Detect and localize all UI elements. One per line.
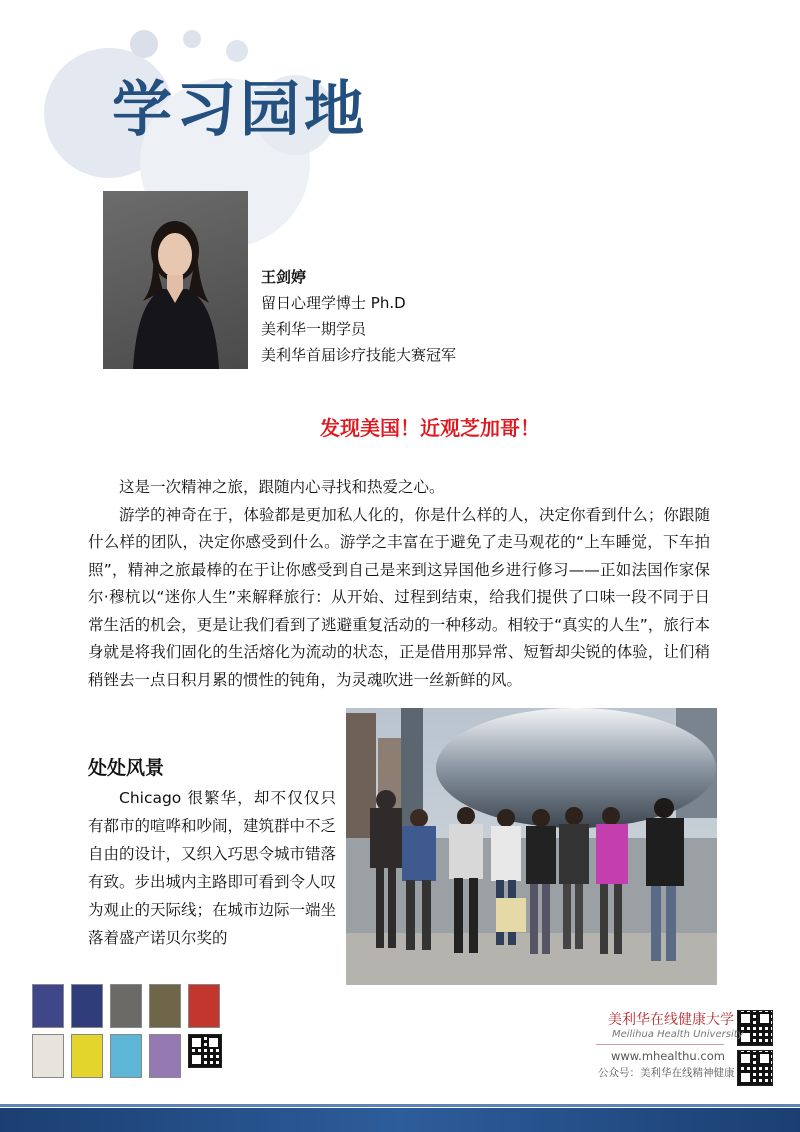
book-cover-icon xyxy=(32,984,64,1028)
group-photo xyxy=(346,708,717,985)
author-credential: 美利华一期学员 xyxy=(261,320,367,338)
book-cover-icon xyxy=(149,1034,181,1078)
author-profile xyxy=(261,264,456,368)
author-portrait xyxy=(103,191,248,369)
qr-code-icon xyxy=(737,1050,773,1086)
section-heading: 处处风景 xyxy=(88,757,165,779)
book-cover-icon xyxy=(110,984,142,1028)
person-silhouette-icon xyxy=(103,191,248,369)
paragraph: 游学的神奇在于，体验都是更加私人化的，你是什么样的人，决定你看到什么；你跟随什么样的团队，决定你感受到什么。游学之丰富在于避免了走马观花的“上车睡觉，下车拍照”，精神之旅最棒的在于让你感受到自己是来到这异国他乡进行修习——正如法国作家保尔·穆杭以“迷你人生”来解释旅行：从开始、过程到结束，给我们提供了口味一段不同于日常生活的机会，更是让我们看到了逃避重复活动的一种移动。相较于“真实的人生”，旅行本身就是将我们固化的生活熔化为流动的状态，正是借用那异常、短暂却尖锐的体验，让们稍稍锉去一点日积月累的惯性的钝角，为灵魂吹进一丝新鲜的风。 xyxy=(88,505,710,689)
book-cover-icon xyxy=(149,984,181,1028)
book-cover-icon xyxy=(188,984,220,1028)
book-cover-icon xyxy=(71,1034,103,1078)
paragraph: 这是一次精神之旅，跟随内心寻找和热爱之心。 xyxy=(119,478,445,496)
author-name: 王剑婷 xyxy=(261,268,307,286)
article-title: 发现美国！近观芝加哥！ xyxy=(320,416,540,440)
decor-bubble xyxy=(226,40,248,62)
article-body xyxy=(88,474,710,694)
public-account: 公众号：美利华在线精神健康 xyxy=(598,1067,735,1079)
website-link[interactable]: www.mhealthu.com xyxy=(611,1049,725,1063)
decor-bubble xyxy=(183,30,201,48)
chicago-bean-photo-icon xyxy=(346,708,717,985)
footer-stripe xyxy=(0,1104,800,1107)
footer-bar xyxy=(0,1108,800,1132)
book-cover-icon xyxy=(32,1034,64,1078)
qr-code-icon xyxy=(737,1010,773,1046)
university-name: 美利华在线健康大学 xyxy=(608,1012,734,1028)
section-text: Chicago 很繁华，却不仅仅只有都市的喧哗和吵闹，建筑群中不乏自由的设计，又织入巧思令城市错落有致。步出城内主路即可看到令人叹为观止的天际线；在城市边际一端坐落着盛产诺贝尔奖的 xyxy=(88,789,337,947)
footer-divider xyxy=(596,1044,724,1045)
page-title: 学习园地 xyxy=(112,75,368,145)
decor-bubble xyxy=(130,30,158,58)
author-credential: 美利华首届诊疗技能大赛冠军 xyxy=(261,346,457,364)
university-name-en: Meilihua Health University xyxy=(612,1029,744,1040)
qr-code-icon xyxy=(188,1034,222,1068)
book-cover-icon xyxy=(110,1034,142,1078)
author-credential: 留日心理学博士 Ph.D xyxy=(261,294,406,312)
book-cover-icon xyxy=(71,984,103,1028)
